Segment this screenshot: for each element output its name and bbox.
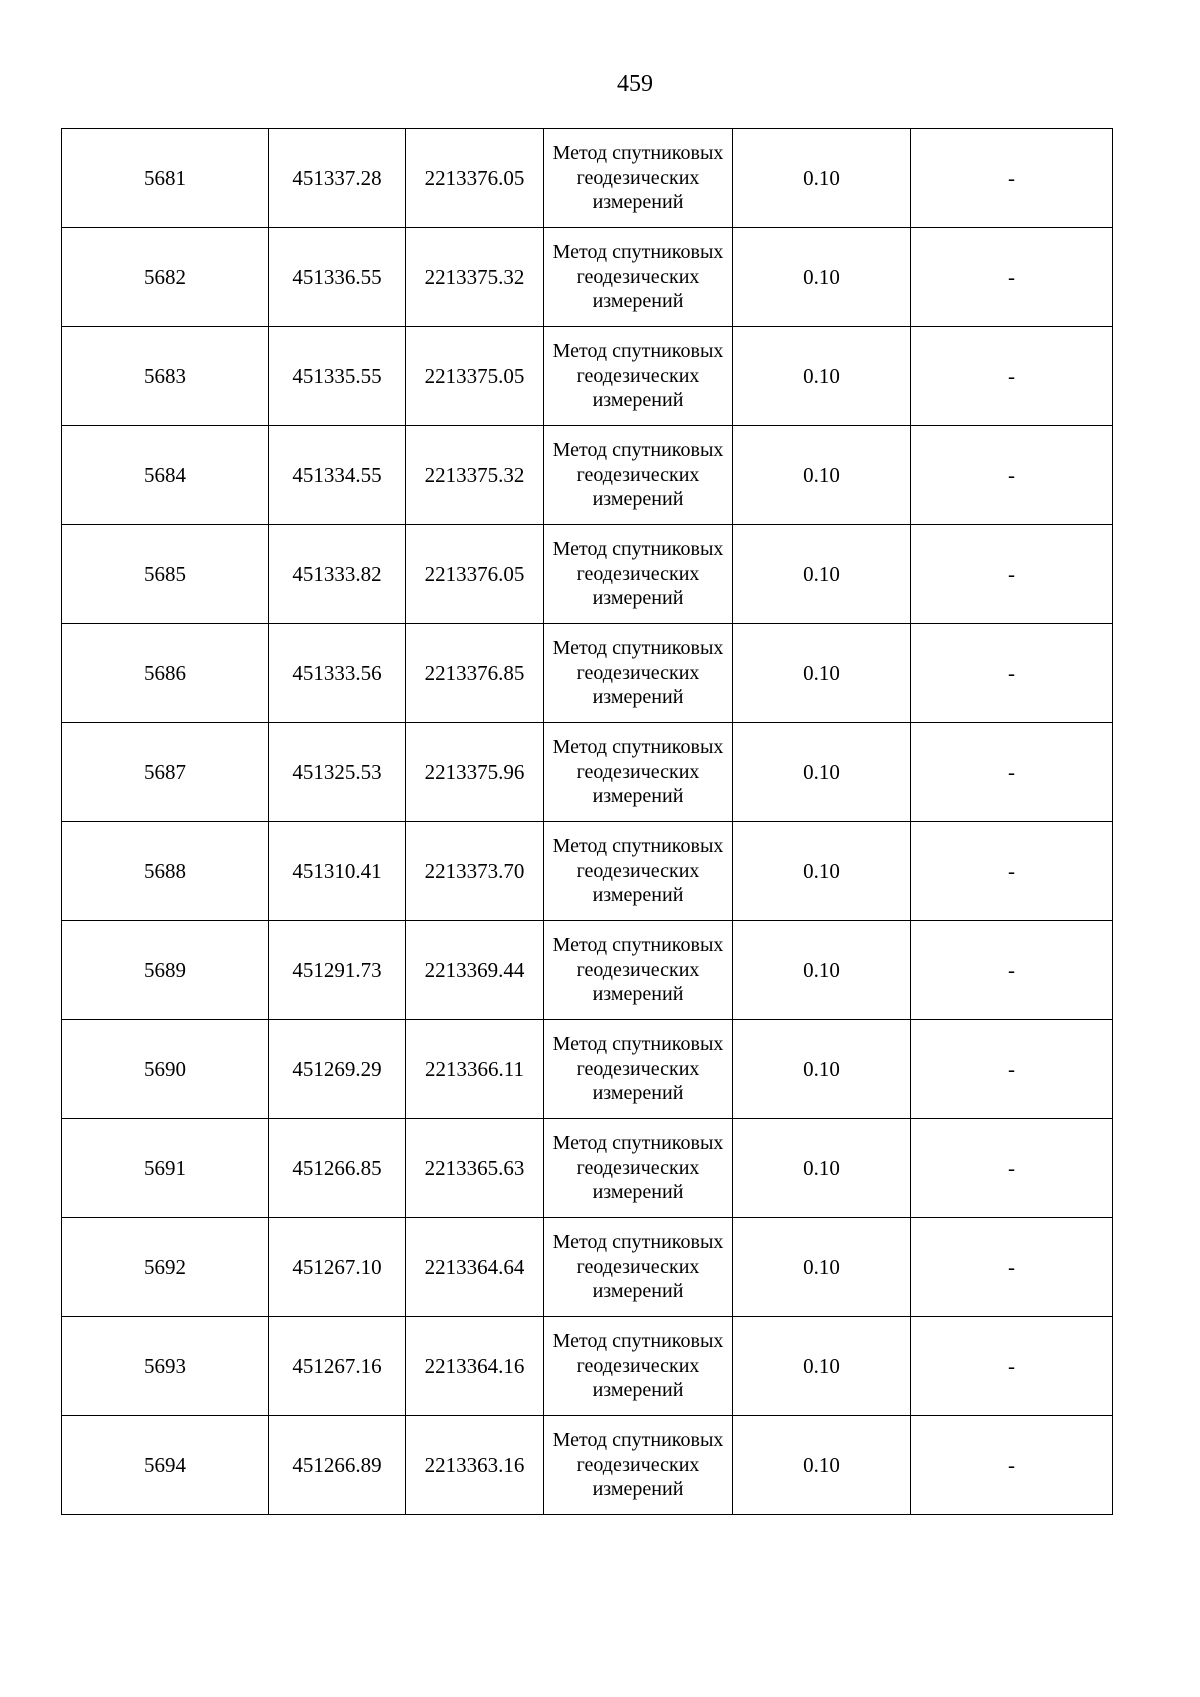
note-cell: - xyxy=(911,327,1113,426)
x-coordinate-cell: 451333.82 xyxy=(269,525,406,624)
method-cell: Метод спутниковых геодезических измерений xyxy=(544,822,733,921)
accuracy-cell: 0.10 xyxy=(733,1020,911,1119)
y-coordinate-cell: 2213375.32 xyxy=(406,426,544,525)
x-coordinate-cell: 451337.28 xyxy=(269,129,406,228)
x-coordinate-cell: 451267.16 xyxy=(269,1317,406,1416)
x-coordinate-cell: 451269.29 xyxy=(269,1020,406,1119)
point-number-cell: 5693 xyxy=(62,1317,269,1416)
point-number-cell: 5683 xyxy=(62,327,269,426)
note-cell: - xyxy=(911,1218,1113,1317)
table-row xyxy=(62,723,1113,822)
y-coordinate-cell: 2213363.16 xyxy=(406,1416,544,1515)
point-number-cell: 5689 xyxy=(62,921,269,1020)
table-row xyxy=(62,327,1113,426)
note-cell: - xyxy=(911,1317,1113,1416)
point-number-cell: 5685 xyxy=(62,525,269,624)
point-number-cell: 5682 xyxy=(62,228,269,327)
accuracy-cell: 0.10 xyxy=(733,624,911,723)
x-coordinate-cell: 451266.85 xyxy=(269,1119,406,1218)
point-number-cell: 5681 xyxy=(62,129,269,228)
method-cell: Метод спутниковых геодезических измерений xyxy=(544,525,733,624)
table-row xyxy=(62,1416,1113,1515)
table-row xyxy=(62,822,1113,921)
accuracy-cell: 0.10 xyxy=(733,327,911,426)
method-cell: Метод спутниковых геодезических измерений xyxy=(544,129,733,228)
x-coordinate-cell: 451336.55 xyxy=(269,228,406,327)
note-cell: - xyxy=(911,228,1113,327)
note-cell: - xyxy=(911,921,1113,1020)
table-row xyxy=(62,129,1113,228)
method-cell: Метод спутниковых геодезических измерений xyxy=(544,1317,733,1416)
table-row xyxy=(62,1020,1113,1119)
note-cell: - xyxy=(911,129,1113,228)
accuracy-cell: 0.10 xyxy=(733,228,911,327)
method-cell: Метод спутниковых геодезических измерений xyxy=(544,228,733,327)
method-cell: Метод спутниковых геодезических измерений xyxy=(544,327,733,426)
table-row xyxy=(62,1119,1113,1218)
y-coordinate-cell: 2213376.85 xyxy=(406,624,544,723)
y-coordinate-cell: 2213373.70 xyxy=(406,822,544,921)
x-coordinate-cell: 451333.56 xyxy=(269,624,406,723)
point-number-cell: 5691 xyxy=(62,1119,269,1218)
point-number-cell: 5688 xyxy=(62,822,269,921)
x-coordinate-cell: 451310.41 xyxy=(269,822,406,921)
y-coordinate-cell: 2213364.64 xyxy=(406,1218,544,1317)
method-cell: Метод спутниковых геодезических измерений xyxy=(544,1119,733,1218)
y-coordinate-cell: 2213376.05 xyxy=(406,525,544,624)
table-row xyxy=(62,1218,1113,1317)
x-coordinate-cell: 451334.55 xyxy=(269,426,406,525)
accuracy-cell: 0.10 xyxy=(733,1218,911,1317)
y-coordinate-cell: 2213364.16 xyxy=(406,1317,544,1416)
method-cell: Метод спутниковых геодезических измерений xyxy=(544,921,733,1020)
method-cell: Метод спутниковых геодезических измерений xyxy=(544,723,733,822)
point-number-cell: 5692 xyxy=(62,1218,269,1317)
y-coordinate-cell: 2213376.05 xyxy=(406,129,544,228)
accuracy-cell: 0.10 xyxy=(733,723,911,822)
method-cell: Метод спутниковых геодезических измерений xyxy=(544,624,733,723)
method-cell: Метод спутниковых геодезических измерений xyxy=(544,1020,733,1119)
note-cell: - xyxy=(911,1020,1113,1119)
accuracy-cell: 0.10 xyxy=(733,822,911,921)
method-cell: Метод спутниковых геодезических измерений xyxy=(544,426,733,525)
accuracy-cell: 0.10 xyxy=(733,1416,911,1515)
page-number: 459 xyxy=(617,71,653,97)
table-row xyxy=(62,525,1113,624)
note-cell: - xyxy=(911,822,1113,921)
y-coordinate-cell: 2213375.05 xyxy=(406,327,544,426)
x-coordinate-cell: 451266.89 xyxy=(269,1416,406,1515)
y-coordinate-cell: 2213369.44 xyxy=(406,921,544,1020)
note-cell: - xyxy=(911,624,1113,723)
note-cell: - xyxy=(911,525,1113,624)
accuracy-cell: 0.10 xyxy=(733,921,911,1020)
coordinates-table-body xyxy=(62,129,1113,1515)
y-coordinate-cell: 2213365.63 xyxy=(406,1119,544,1218)
table-row xyxy=(62,921,1113,1020)
table-row xyxy=(62,426,1113,525)
note-cell: - xyxy=(911,723,1113,822)
y-coordinate-cell: 2213375.96 xyxy=(406,723,544,822)
accuracy-cell: 0.10 xyxy=(733,1317,911,1416)
x-coordinate-cell: 451291.73 xyxy=(269,921,406,1020)
x-coordinate-cell: 451335.55 xyxy=(269,327,406,426)
note-cell: - xyxy=(911,1416,1113,1515)
accuracy-cell: 0.10 xyxy=(733,1119,911,1218)
coordinates-table xyxy=(61,128,1113,1515)
point-number-cell: 5687 xyxy=(62,723,269,822)
note-cell: - xyxy=(911,1119,1113,1218)
point-number-cell: 5694 xyxy=(62,1416,269,1515)
accuracy-cell: 0.10 xyxy=(733,525,911,624)
x-coordinate-cell: 451267.10 xyxy=(269,1218,406,1317)
point-number-cell: 5684 xyxy=(62,426,269,525)
accuracy-cell: 0.10 xyxy=(733,129,911,228)
table-row xyxy=(62,624,1113,723)
accuracy-cell: 0.10 xyxy=(733,426,911,525)
note-cell: - xyxy=(911,426,1113,525)
point-number-cell: 5686 xyxy=(62,624,269,723)
y-coordinate-cell: 2213366.11 xyxy=(406,1020,544,1119)
method-cell: Метод спутниковых геодезических измерений xyxy=(544,1218,733,1317)
table-row xyxy=(62,228,1113,327)
point-number-cell: 5690 xyxy=(62,1020,269,1119)
table-row xyxy=(62,1317,1113,1416)
method-cell: Метод спутниковых геодезических измерений xyxy=(544,1416,733,1515)
y-coordinate-cell: 2213375.32 xyxy=(406,228,544,327)
x-coordinate-cell: 451325.53 xyxy=(269,723,406,822)
